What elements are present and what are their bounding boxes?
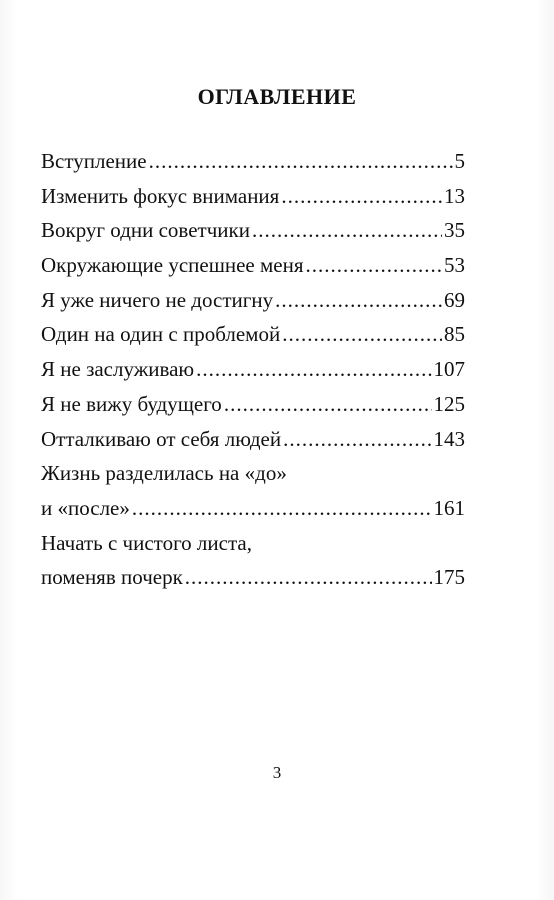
toc-entry-page: 85 — [444, 322, 465, 347]
toc-leader-dots — [275, 283, 442, 318]
toc-entry-page: 69 — [444, 287, 465, 312]
toc-entry-title: Изменить фокус внимания — [41, 183, 280, 208]
toc-entry-title: Я уже ничего не достигну — [41, 287, 274, 312]
toc-entry-page: 35 — [444, 218, 465, 243]
toc-entry-multiline[interactable] — [41, 526, 465, 595]
toc-entry-title: Я не вижу будущего — [41, 391, 222, 416]
toc-entry-multiline[interactable] — [41, 456, 465, 525]
toc-entry[interactable] — [41, 422, 465, 457]
toc-entry[interactable] — [41, 317, 465, 352]
toc-entry-title: Вступление — [41, 149, 147, 173]
toc-leader-dots — [306, 248, 443, 283]
toc-entry[interactable] — [41, 352, 465, 387]
toc-entry[interactable] — [41, 387, 465, 422]
toc-entry[interactable] — [41, 213, 465, 248]
toc-entry-page: 5 — [454, 149, 465, 173]
toc-leader-dots — [282, 317, 442, 352]
toc-entry-page: 107 — [433, 357, 465, 382]
toc-entry-title: Отталкиваю от себя людей — [41, 426, 282, 451]
toc-entry[interactable] — [41, 283, 465, 318]
toc-entry-title: поменяв почерк — [41, 565, 183, 590]
toc-entry-title-line: Жизнь разделилась на «до» — [41, 461, 287, 486]
toc-leader-dots — [252, 213, 442, 248]
toc-leader-dots — [196, 352, 431, 387]
toc-entry-page: 13 — [444, 183, 465, 208]
toc-entry-title-line: Начать с чистого листа, — [41, 530, 252, 555]
toc-leader-dots — [281, 179, 442, 214]
page-number: 3 — [272, 763, 282, 782]
toc-entry-title: Я не заслуживаю — [41, 357, 195, 382]
toc-leader-dots — [283, 422, 431, 457]
toc-entry-title: Окружающие успешнее меня — [41, 253, 304, 278]
toc-entry-page: 161 — [433, 495, 465, 520]
toc-entry-first-line — [41, 456, 465, 491]
toc-entry — [41, 560, 465, 595]
toc-leader-dots — [185, 560, 432, 595]
toc-entry-page: 53 — [444, 253, 465, 278]
toc-entry-title: Один на один с проблемой — [41, 322, 281, 347]
toc-entry-page: 125 — [433, 391, 465, 416]
toc-entry-first-line — [41, 526, 465, 561]
toc-entry-page: 175 — [433, 565, 465, 590]
table-of-contents — [41, 144, 465, 595]
toc-entry[interactable] — [41, 144, 465, 179]
toc-entry-title: Вокруг одни советчики — [41, 218, 250, 243]
toc-entry[interactable] — [41, 248, 465, 283]
toc-entry-page: 143 — [433, 426, 465, 451]
toc-leader-dots — [149, 144, 453, 179]
toc-leader-dots — [132, 491, 432, 526]
toc-leader-dots — [224, 387, 432, 422]
page-title: ОГЛАВЛЕНИЕ — [197, 84, 357, 109]
toc-entry — [41, 491, 465, 526]
toc-entry[interactable] — [41, 179, 465, 214]
toc-entry-title: и «после» — [41, 495, 130, 520]
